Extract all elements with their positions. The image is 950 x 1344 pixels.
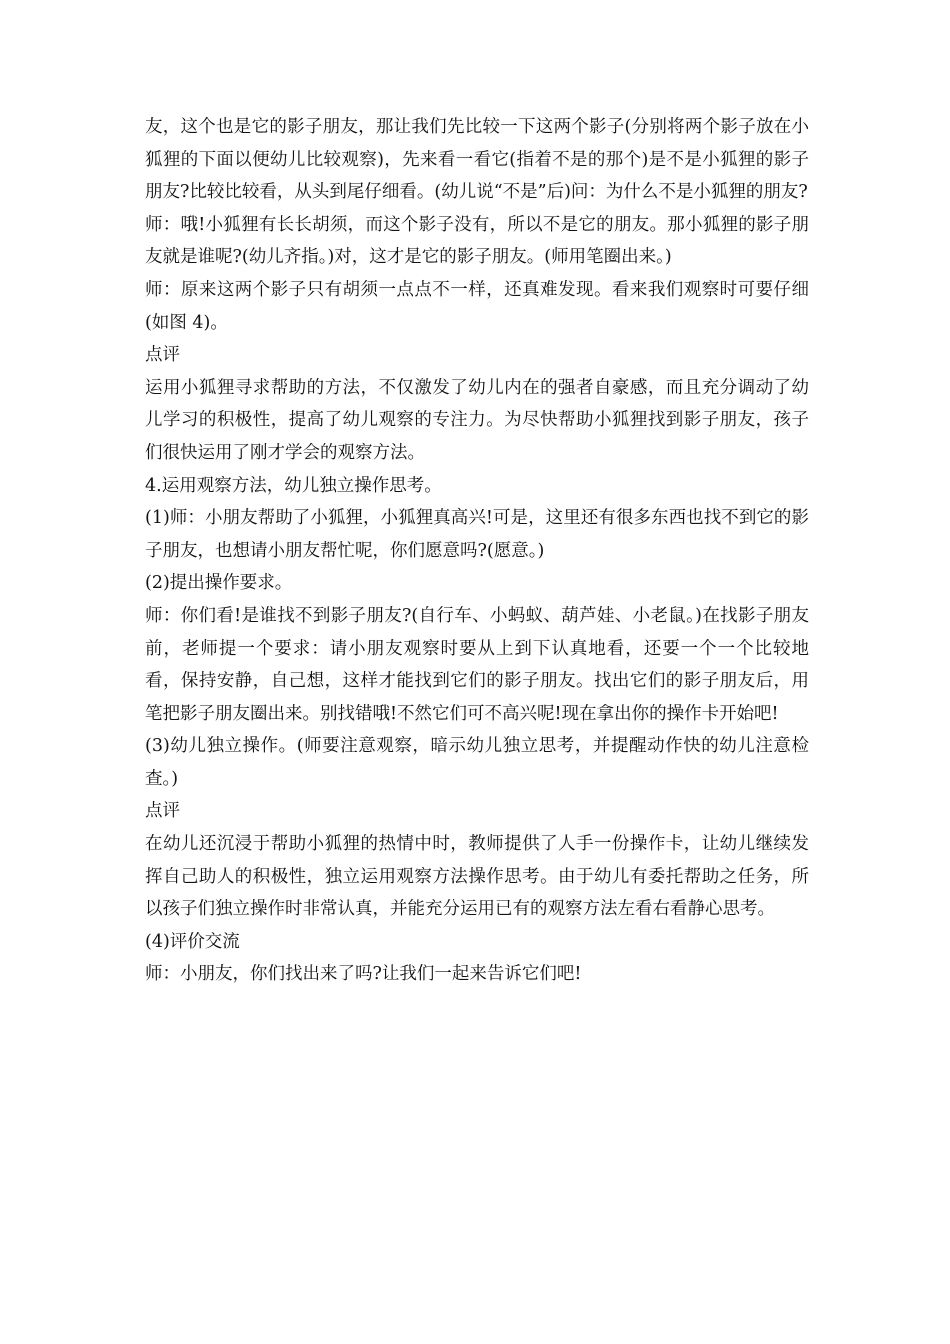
comment-heading-1: 点评 (145, 345, 180, 366)
step-2-heading: (2)提出操作要求。 (145, 573, 293, 594)
section-heading-4: 4.运用观察方法，幼儿独立操作思考。 (145, 475, 442, 496)
comment-text-1: 运用小狐狸寻求帮助的方法，不仅激发了幼儿内在的强者自豪感，而且充分调动了幼儿学习的积极性，提高了幼儿观察的专注力。为尽快帮助小狐狸找到影子朋友，孩子们很快运用了刚才学会的观察方法。 (145, 377, 809, 463)
paragraph-teacher-whiskers: 师：哦!小狐狸有长长胡须，而这个影子没有，所以不是它的朋友。那小狐狸的影子朋友就是谁呢?(幼儿齐指。)对，这才是它的影子朋友。(师用笔圈出来。) (145, 214, 809, 268)
step-4-heading: (4)评价交流 (145, 931, 240, 952)
step-4-text: 师：小朋友，你们找出来了吗?让我们一起来告诉它们吧! (145, 964, 582, 985)
document-body (145, 111, 809, 991)
step-3-text: (3)幼儿独立操作。(师要注意观察，暗示幼儿独立思考，并提醒动作快的幼儿注意检查。) (145, 736, 809, 789)
step-2-text: 师：你们看!是谁找不到影子朋友?(自行车、小蚂蚁、葫芦娃、小老鼠。)在找影子朋友前，老师提一个要求：请小朋友观察时要从上到下认真地看，还要一个一个比较地看，保持安静，自己想，这样才能找到它们的影子朋友。找出它们的影子朋友后，用笔把影子朋友圈出来。别找错哦!不然它们可不高兴呢!现在拿出你的操作卡开始吧! (145, 605, 809, 724)
paragraph-teacher-observe-carefully: 师：原来这两个影子只有胡须一点点不一样，还真难发现。看来我们观察时可要仔细(如图 4)。 (145, 279, 809, 333)
comment-heading-2: 点评 (145, 801, 180, 822)
step-1-text: (1)师：小朋友帮助了小狐狸，小狐狸真高兴!可是，这里还有很多东西也找不到它的影子朋友，也想请小朋友帮忙呢，你们愿意吗?(愿意。) (145, 508, 809, 561)
comment-text-2: 在幼儿还沉浸于帮助小狐狸的热情中时，教师提供了人手一份操作卡，让幼儿继续发挥自己助人的积极性，独立运用观察方法操作思考。由于幼儿有委托帮助之任务，所以孩子们独立操作时非常认真，并能充分运用已有的观察方法左看右看静心思考。 (145, 834, 809, 920)
paragraph-intro-continued: 友，这个也是它的影子朋友，那让我们先比较一下这两个影子(分别将两个影子放在小狐狸的下面以便幼儿比较观察)，先来看一看它(指着不是的那个)是不是小狐狸的影子朋友?比较比较看，从头到尾仔细看。(幼儿说“不是”后)问：为什么不是小狐狸的朋友? (145, 117, 809, 203)
